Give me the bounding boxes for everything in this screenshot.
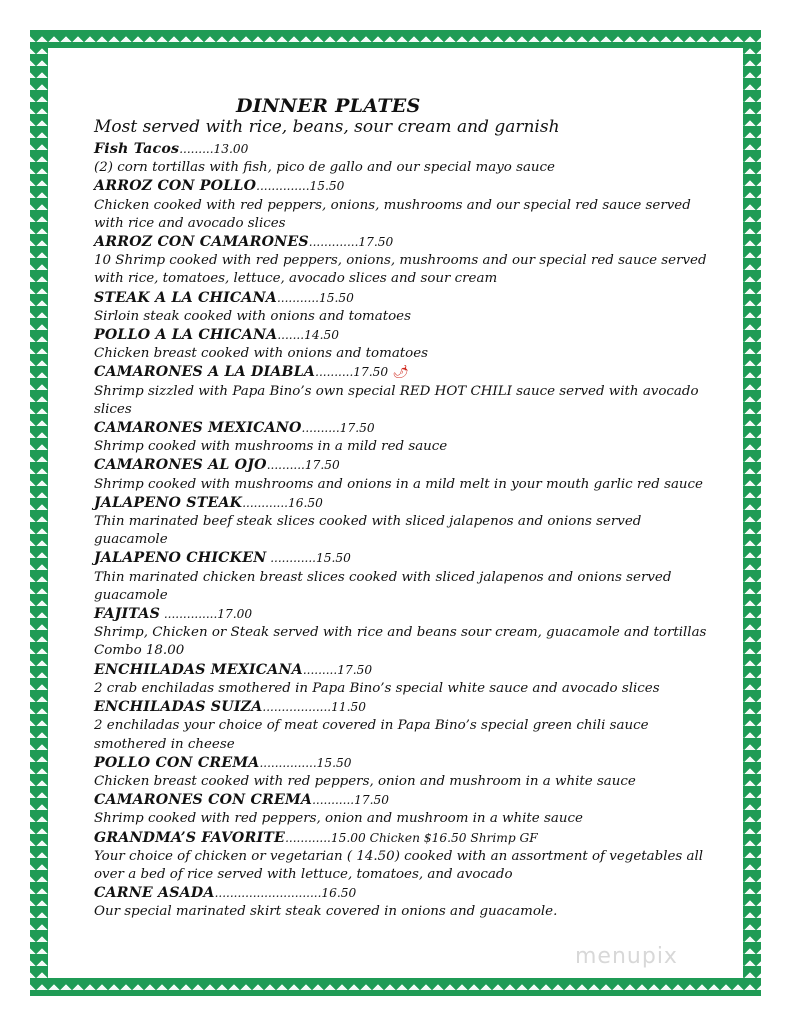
menu-item bbox=[94, 419, 714, 456]
menu-item-name: POLLO A LA CHICANA bbox=[94, 327, 278, 344]
page-subtitle: Most served with rice, beans, sour cream and garnish bbox=[94, 117, 560, 137]
menu-item-price: 17.50 bbox=[304, 458, 340, 473]
menu-item-description: Shrimp sizzled with Papa Bino’s own special RED HOT CHILI sauce served with avocado slices bbox=[94, 383, 699, 417]
menu-item bbox=[94, 829, 714, 885]
menu-items-list bbox=[94, 140, 714, 922]
menu-item-name: CAMARONES A LA DIABLA bbox=[94, 364, 316, 381]
menu-item-description: 2 crab enchiladas smothered in Papa Bino’s special white sauce and avocado slices bbox=[94, 680, 660, 696]
chili-pepper-icon: 🌶 bbox=[388, 365, 409, 381]
dot-leader: .......... bbox=[301, 421, 340, 436]
menu-item-price: 13.00 bbox=[213, 142, 249, 156]
dot-leader: ........... bbox=[276, 290, 319, 305]
dot-leader: ............ bbox=[285, 830, 331, 845]
menu-item-header bbox=[94, 698, 714, 717]
menu-item-header bbox=[94, 791, 714, 810]
menu-item-description: Chicken breast cooked with onions and tomatoes bbox=[94, 346, 429, 362]
menu-item-name: GRANDMA’S FAVORITE bbox=[94, 829, 286, 846]
dot-leader: ........... bbox=[312, 793, 355, 808]
menu-item-name: JALAPENO STEAK bbox=[94, 494, 243, 511]
menu-item-price: 17.50 bbox=[337, 662, 373, 677]
menu-item-description: Shrimp cooked with red peppers, onion and mushroom in a white sauce bbox=[94, 811, 583, 827]
menu-item bbox=[94, 326, 714, 363]
menu-item-price: 11.50 bbox=[331, 700, 366, 715]
dot-leader: ............ bbox=[266, 551, 316, 566]
menu-item-price: 17.00 bbox=[217, 607, 253, 622]
dot-leader: .............. bbox=[256, 179, 310, 194]
menu-item-name: JALAPENO CHICKEN bbox=[94, 550, 267, 567]
menu-item-price: 15.50 bbox=[309, 179, 345, 194]
menu-item bbox=[94, 549, 714, 605]
menu-item-header bbox=[94, 419, 714, 438]
menu-item bbox=[94, 456, 714, 493]
menu-item-name: ENCHILADAS MEXICANA bbox=[94, 661, 303, 678]
menu-item-description: Thin marinated beef steak slices cooked with sliced jalapenos and onions served guacamole bbox=[94, 514, 642, 548]
menu-item-description: Chicken cooked with red peppers, onions, mushrooms and our special red sauce served with rice and avocado slices bbox=[94, 197, 691, 231]
menu-item-name: CAMARONES CON CREMA bbox=[94, 792, 313, 809]
dot-leader: .......... bbox=[315, 365, 354, 380]
menu-item-header bbox=[94, 140, 714, 159]
page-title: DINNER PLATES bbox=[236, 95, 421, 117]
menu-item-name: STEAK A LA CHICANA bbox=[94, 289, 277, 306]
menu-item-description: Chicken breast cooked with red peppers, onion and mushroom in a white sauce bbox=[94, 773, 636, 789]
menu-item-price: 15.50 bbox=[316, 755, 352, 770]
dot-leader: ............................ bbox=[214, 886, 322, 901]
menu-item-price: 15.50 bbox=[318, 290, 354, 305]
menu-item bbox=[94, 884, 714, 921]
dot-leader: ......... bbox=[179, 142, 214, 156]
menu-item-price: 17.50 bbox=[354, 793, 389, 808]
menu-item-name: Fish Tacos bbox=[94, 141, 180, 157]
menu-item-name: POLLO CON CREMA bbox=[94, 754, 260, 771]
menu-item bbox=[94, 233, 714, 289]
menu-item-header bbox=[94, 177, 714, 196]
menu-item bbox=[94, 791, 714, 828]
menu-item-header bbox=[94, 363, 714, 382]
menu-item bbox=[94, 177, 714, 233]
menu-item-header bbox=[94, 754, 714, 773]
menu-item bbox=[94, 754, 714, 791]
menu-item-description: 2 enchiladas your choice of meat covered in Papa Bino’s special green chili sauce smothered in cheese bbox=[94, 718, 649, 752]
menu-item-header bbox=[94, 289, 714, 308]
menu-item-description: Our special marinated skirt steak covered in onions and guacamole. bbox=[94, 904, 558, 920]
menu-item-description: Shrimp cooked with mushrooms in a mild red sauce bbox=[94, 439, 448, 455]
dot-leader: ......... bbox=[302, 662, 338, 677]
menu-item-price: 15.00 Chicken $16.50 Shrimp GF bbox=[330, 830, 538, 845]
menu-item-header bbox=[94, 549, 714, 568]
menu-item-name: FAJITAS bbox=[94, 606, 161, 623]
menu-item-name: CARNE ASADA bbox=[94, 885, 215, 902]
watermark-logo: menupix bbox=[575, 944, 678, 969]
menu-item-name: ARROZ CON POLLO bbox=[94, 178, 257, 195]
menu-item-header bbox=[94, 661, 714, 680]
menu-item-header bbox=[94, 456, 714, 475]
menu-item-description: Your choice of chicken or vegetarian ( 14.50) cooked with an assortment of vegetables all over a bed of rice served with lettuce, tomatoes, and avocado bbox=[94, 848, 704, 882]
dot-leader: .................. bbox=[262, 700, 332, 715]
menu-item bbox=[94, 698, 714, 754]
menu-item-description: (2) corn tortillas with fish, pico de gallo and our special mayo sauce bbox=[94, 160, 555, 176]
menu-item-name: ARROZ CON CAMARONES bbox=[94, 234, 309, 251]
menu-item-price: 17.50 bbox=[358, 235, 394, 250]
dot-leader: ............... bbox=[259, 755, 317, 770]
menu-item-description: Thin marinated chicken breast slices cooked with sliced jalapenos and onions served guacamole bbox=[94, 569, 672, 603]
menu-item-description: Shrimp cooked with mushrooms and onions in a mild melt in your mouth garlic red sauce bbox=[94, 476, 703, 492]
menu-item bbox=[94, 140, 714, 177]
menu-content bbox=[94, 95, 714, 922]
menu-item-price: 17.50 bbox=[339, 421, 375, 436]
menu-item-price: 14.50 bbox=[304, 328, 339, 343]
menu-item-price: 15.50 bbox=[315, 551, 351, 566]
menu-item-price: 16.50 bbox=[321, 886, 357, 901]
menu-item bbox=[94, 661, 714, 698]
menu-item-header bbox=[94, 884, 714, 903]
menu-item bbox=[94, 605, 714, 661]
menu-item-description: Shrimp, Chicken or Steak served with rice and beans sour cream, guacamole and tortillas Combo 18.00 bbox=[94, 625, 707, 659]
menu-item-price: 17.50 bbox=[353, 365, 389, 380]
menu-item-name: CAMARONES MEXICANO bbox=[94, 420, 302, 437]
dot-leader: ............. bbox=[308, 235, 359, 250]
dot-leader: .......... bbox=[266, 458, 305, 473]
menu-item-name: ENCHILADAS SUIZA bbox=[94, 699, 263, 716]
menu-item-header bbox=[94, 233, 714, 252]
menu-item bbox=[94, 494, 714, 550]
menu-item-header bbox=[94, 494, 714, 513]
menu-item bbox=[94, 289, 714, 326]
menu-item-price: 16.50 bbox=[288, 495, 323, 510]
menu-item-description: Sirloin steak cooked with onions and tomatoes bbox=[94, 308, 411, 324]
menu-item-description: 10 Shrimp cooked with red peppers, onions, mushrooms and our special red sauce served with rice, tomatoes, lettuce, avocado slices and sour cream bbox=[94, 253, 707, 287]
menu-item-header bbox=[94, 326, 714, 345]
menu-item-header bbox=[94, 829, 714, 848]
dot-leader: ............ bbox=[242, 495, 288, 510]
menu-item-name: CAMARONES AL OJO bbox=[94, 457, 267, 474]
menu-item bbox=[94, 363, 714, 419]
dot-leader: .............. bbox=[160, 607, 218, 622]
menu-item-header bbox=[94, 605, 714, 624]
dot-leader: ....... bbox=[277, 328, 305, 343]
